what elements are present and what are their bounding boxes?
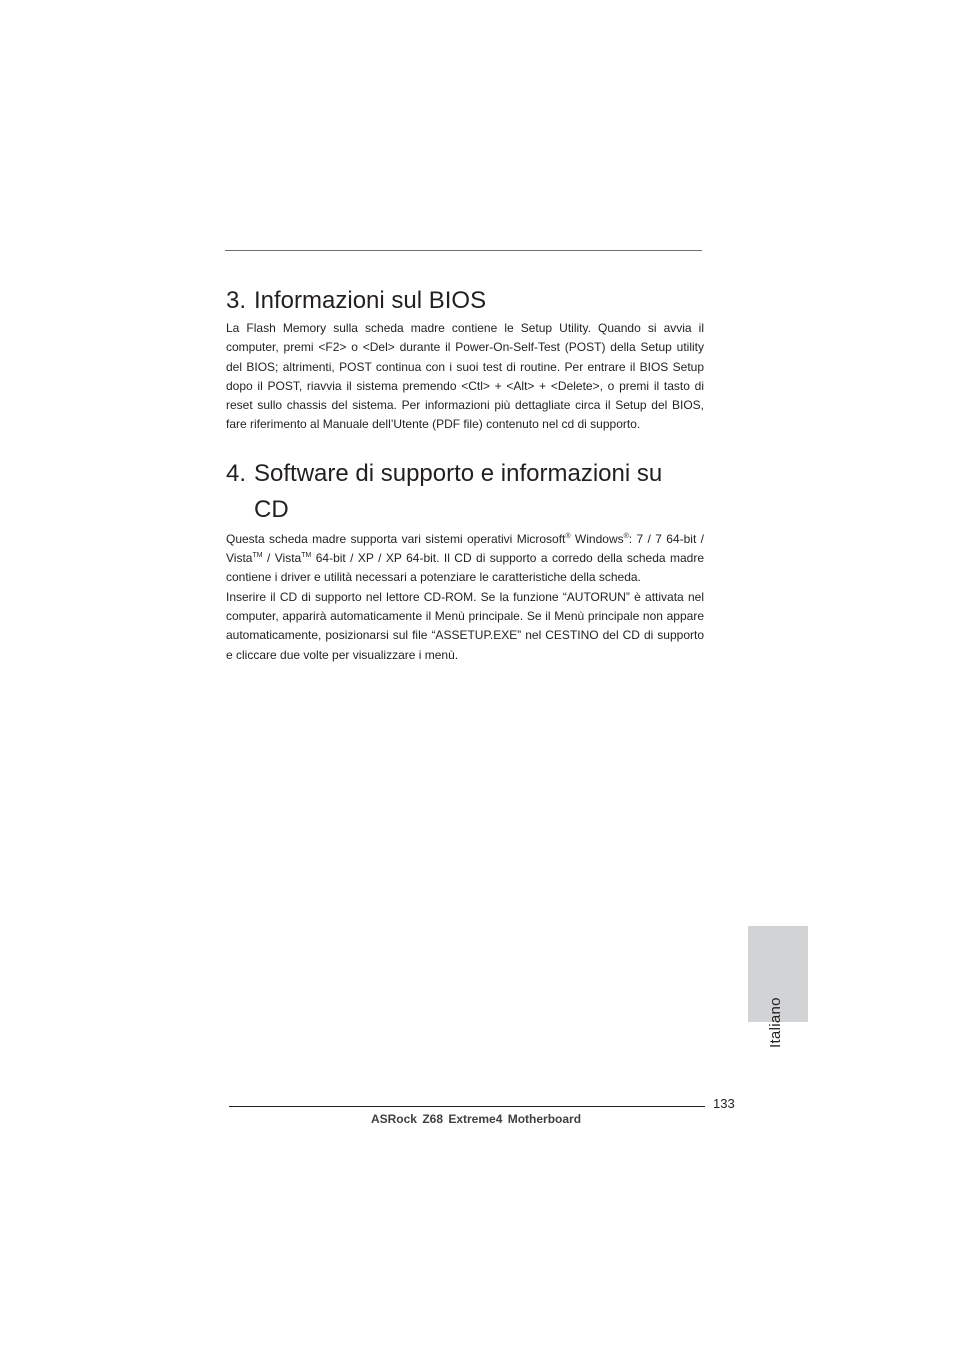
page-content (226, 284, 704, 665)
top-divider (225, 250, 702, 251)
registered-mark: ® (623, 532, 629, 540)
footer-text: ASRock Z68 Extreme4 Motherboard (370, 1112, 582, 1126)
registered-mark: ® (565, 532, 571, 540)
trademark-mark: TM (301, 552, 312, 560)
section-4-paragraph-2: Inserire il CD di supporto nel lettore CD-ROM. Se la funzione “AUTORUN” è attivata nel computer, apparirà automaticamente il Menù principale. Se il Menù principale non appare automaticamente, posizionarsi sul file “ASSETUP.EXE” nel CESTINO del CD di supporto e cliccare due volte per visualizzare i menù. (226, 589, 704, 662)
section-3-heading (226, 284, 704, 318)
section-3-title: Informazioni sul BIOS (254, 287, 487, 314)
os-text-3: : 7 / 7 64-bit / Vista (226, 531, 705, 566)
language-tab (748, 926, 808, 1048)
os-text-2: Windows (570, 531, 624, 546)
section-4-title-line2: CD (254, 495, 289, 523)
section-4-paragraph-1 (226, 530, 704, 588)
footer-divider (229, 1106, 705, 1107)
os-text-1: Questa scheda madre supporta vari sistemi operativi Microsoft (226, 531, 566, 546)
section-3-body: La Flash Memory sulla scheda madre contiene le Setup Utility. Quando si avvia il computer, premi <F2> o <Del> durante il Power-On-Self-Test (POST) della Setup utility del BIOS; altrimenti, POST continua con i suoi test di routine. Per entrare il BIOS Setup dopo il POST, riavvia il sistema premendo <Ctl> + <Alt> + <Delete>, o premi il tasto di reset sullo chassis del sistema. Per informazioni più dettagliate circa il Setup del BIOS, fare riferimento al Manuale dell’Utente (PDF file) contenuto nel cd di supporto. (226, 321, 704, 432)
os-text-5: 64-bit / XP / XP 64-bit. Il CD di supporto a corredo della scheda madre contiene i driver e utilità necessari a potenziare le caratteristiche della scheda. (226, 551, 704, 585)
trademark-mark: TM (252, 552, 263, 560)
language-tab-label: Italiano (767, 997, 784, 1048)
section-4-heading (226, 457, 704, 527)
section-4-number: 4. (226, 459, 247, 487)
section-4-title-line1: Software di supporto e informazioni su (254, 459, 663, 487)
page-number: 133 (713, 1096, 735, 1111)
os-text-4: / Vista (262, 551, 302, 566)
section-3-number: 3. (226, 287, 247, 314)
